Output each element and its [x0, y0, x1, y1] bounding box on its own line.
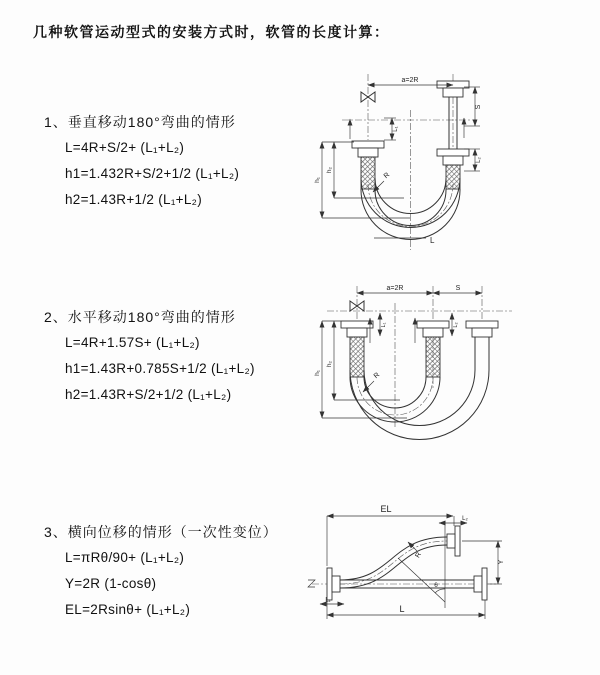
diagram-horizontal-180-bend — [312, 278, 537, 453]
dim-label-r: R — [382, 171, 392, 181]
braided-hose — [350, 337, 364, 377]
formula-line: h1=1.432R+S/2+1/2 (L₁+L₂) — [65, 166, 240, 181]
formula-line: L=πRθ/90+ (L₁+L₂) — [65, 550, 185, 565]
dim-label-l2: L₂ — [476, 157, 482, 163]
hose-u-bend — [350, 370, 489, 440]
left-flange — [327, 568, 340, 600]
diagram-vertical-180-bend — [314, 66, 539, 256]
dim-label-l2: L₂ — [462, 516, 468, 522]
dim-label-l: L — [430, 236, 435, 245]
dim-label-h1: h₁ — [314, 177, 321, 183]
middle-fitting — [417, 321, 449, 377]
dim-label-s: S — [455, 285, 461, 292]
motion-arrow-up — [370, 318, 415, 343]
dim-label-r: R — [414, 551, 423, 560]
dim-label-theta: θ — [434, 582, 438, 589]
dim-label-s: S — [475, 104, 482, 110]
formula-line: L=4R+S/2+ (L₁+L₂) — [65, 140, 185, 155]
dim-label-l2: L₂ — [453, 322, 459, 328]
dim-label-l1: L₁ — [325, 597, 331, 604]
section-heading: 1、垂直移动180°弯曲的情形 — [44, 114, 236, 130]
dim-label-l1: L₁ — [381, 322, 387, 328]
formula-line: L=4R+1.57S+ (L₁+L₂) — [65, 335, 200, 350]
construction-lines — [398, 523, 445, 608]
left-fitting — [341, 321, 373, 377]
dim-label-el: EL — [380, 504, 392, 514]
diagram-lateral-displacement — [298, 496, 598, 646]
dim-label-r: R — [372, 371, 382, 381]
braided-hose — [426, 337, 440, 377]
break-mark — [308, 580, 315, 587]
right-flange-original — [474, 568, 487, 600]
dim-label-a2r: a=2R — [401, 77, 419, 84]
dim-label-h2: h₂ — [326, 166, 333, 174]
dim-label-y: Y — [498, 559, 505, 565]
section-heading: 3、横向位移的情形（一次性变位） — [44, 524, 278, 540]
dim-label-h2: h₂ — [326, 360, 333, 368]
section-lateral-displacement — [44, 519, 278, 623]
dim-label-h1: h₁ — [314, 370, 321, 376]
motion-arrow-up — [350, 118, 464, 139]
left-fitting — [352, 141, 384, 189]
upper-flange-displaced — [447, 526, 460, 556]
dimensions — [314, 285, 482, 418]
formula-line: h2=1.43R+S/2+1/2 (L₁+L₂) — [65, 387, 232, 402]
dim-label-l: L — [399, 604, 405, 614]
dim-label-a2r: a=2R — [386, 285, 404, 292]
page-title: 几种软管运动型式的安装方式时，软管的长度计算： — [33, 24, 390, 40]
formula-line: Y=2R (1-cosθ) — [65, 576, 157, 591]
right-fitting-displaced — [466, 321, 498, 370]
section-horizontal-180 — [44, 304, 255, 408]
section-vertical-180 — [44, 109, 239, 213]
formula-line: h1=1.43R+0.785S+1/2 (L₁+L₂) — [65, 361, 255, 376]
dim-label-l1: L₁ — [393, 126, 399, 132]
section-heading: 2、水平移动180°弯曲的情形 — [44, 309, 236, 325]
formula-line: EL=2Rsinθ+ (L₁+L₂) — [65, 602, 191, 617]
dimensions — [308, 504, 505, 619]
formula-line: h2=1.43R+1/2 (L₁+L₂) — [65, 192, 203, 207]
